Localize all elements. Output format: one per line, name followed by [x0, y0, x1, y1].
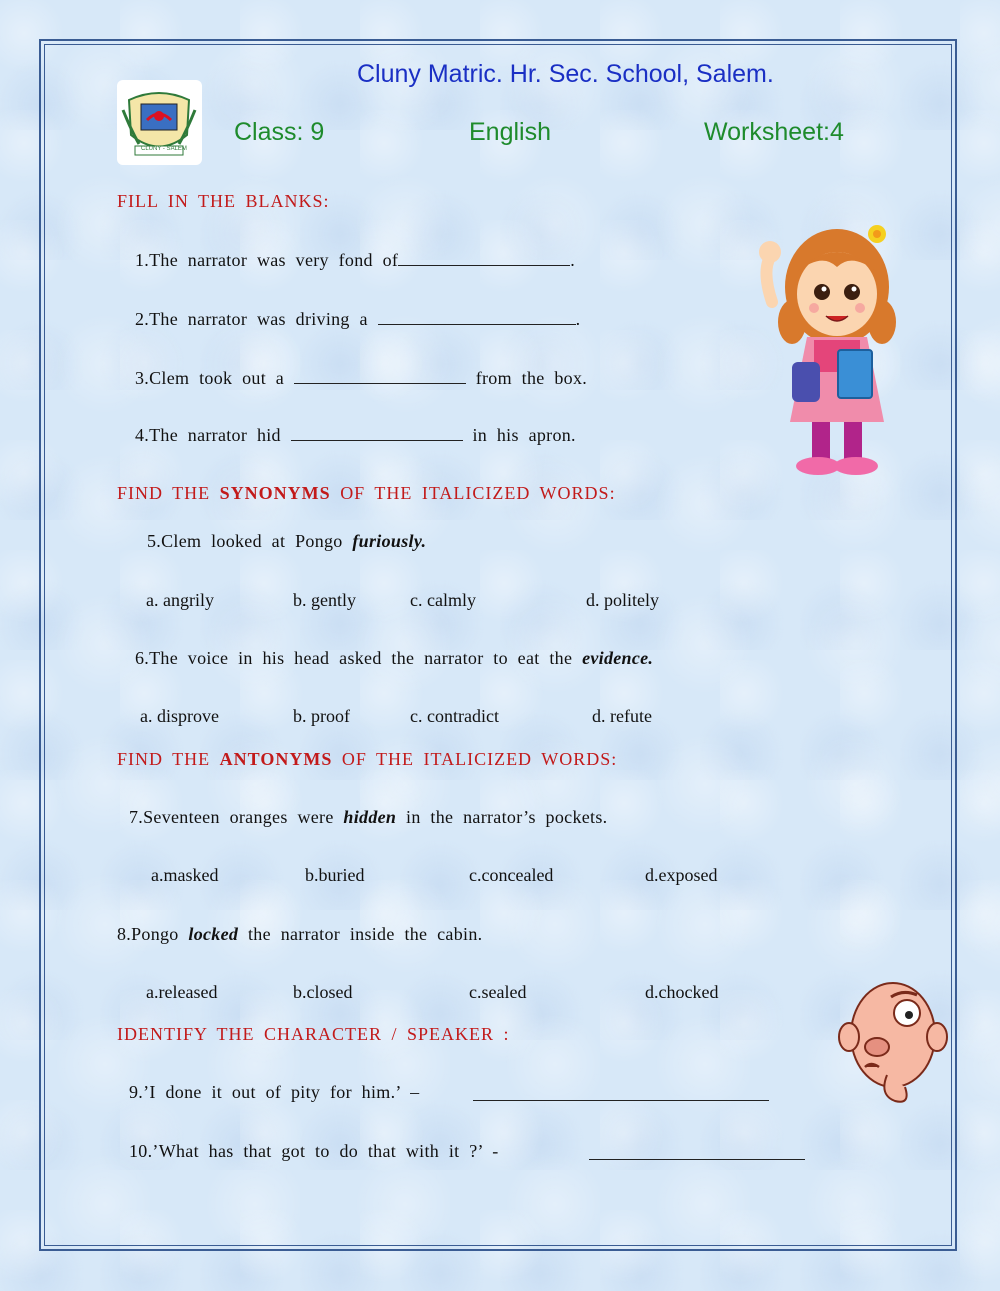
- school-title: Cluny Matric. Hr. Sec. School, Salem.: [357, 60, 774, 88]
- logo-caption: CLUNY - SALEM: [141, 146, 187, 152]
- q5-option-a[interactable]: a. angrily: [146, 590, 214, 610]
- question-6-text: 6.The voice in his head asked the narrator to eat the: [135, 648, 583, 668]
- question-10: [129, 1141, 499, 1162]
- q6-option-d[interactable]: d. refute: [592, 706, 652, 726]
- question-1: [135, 249, 575, 271]
- q5-option-d[interactable]: d. politely: [586, 590, 659, 610]
- question-1-text: 1.The narrator was very fond of: [135, 250, 399, 270]
- question-9-text: 9.’I done it out of pity for him.’ –: [129, 1082, 420, 1102]
- question-10-text: 10.’What has that got to do that with it ?’ -: [129, 1141, 499, 1161]
- heading-antonyms-key: ANTONYMS: [219, 749, 333, 769]
- worksheet-label: Worksheet:4: [704, 118, 844, 146]
- q7-option-c[interactable]: c.concealed: [469, 865, 554, 885]
- heading-antonyms-pre: FIND THE: [117, 749, 220, 769]
- heading-synonyms-pre: FIND THE: [117, 483, 220, 503]
- confused-face-illustration: [835, 975, 950, 1115]
- question-5-text: 5.Clem looked at Pongo: [147, 531, 353, 551]
- answer-blank-2[interactable]: [378, 308, 576, 325]
- answer-blank-1[interactable]: [398, 249, 570, 266]
- heading-synonyms: [117, 483, 616, 504]
- question-4-text: 4.The narrator hid: [135, 425, 291, 445]
- school-crest-icon: [117, 80, 202, 165]
- heading-fill-blanks: FILL IN THE BLANKS:: [117, 191, 330, 211]
- heading-synonyms-key: SYNONYMS: [219, 483, 331, 503]
- q5-option-b[interactable]: b. gently: [293, 590, 356, 610]
- question-6-word: evidence.: [582, 648, 654, 668]
- q6-option-c[interactable]: c. contradict: [410, 706, 499, 726]
- question-3-text: 3.Clem took out a: [135, 368, 294, 388]
- school-logo: [117, 80, 202, 165]
- question-2-end: .: [575, 309, 581, 329]
- question-4: [135, 424, 576, 446]
- q8-option-a[interactable]: a.released: [146, 982, 218, 1002]
- question-8-word: locked: [188, 924, 239, 944]
- heading-antonyms-post: OF THE ITALICIZED WORDS:: [332, 749, 618, 769]
- question-5-word: furiously.: [352, 531, 427, 551]
- question-8-text: 8.Pongo: [117, 924, 189, 944]
- question-7: [129, 807, 607, 828]
- answer-blank-10[interactable]: [589, 1143, 805, 1160]
- question-7-end: in the narrator’s pockets.: [396, 807, 608, 827]
- q7-option-a[interactable]: a.masked: [151, 865, 219, 885]
- question-4-end: in his apron.: [462, 425, 576, 445]
- question-8-end: the narrator inside the cabin.: [238, 924, 483, 944]
- question-5: [147, 531, 426, 552]
- question-7-word: hidden: [343, 807, 397, 827]
- question-2: [135, 308, 580, 330]
- answer-blank-4[interactable]: [291, 424, 463, 441]
- answer-blank-3[interactable]: [294, 367, 466, 384]
- question-2-text: 2.The narrator was driving a: [135, 309, 378, 329]
- question-3: [135, 367, 587, 389]
- q8-option-b[interactable]: b.closed: [293, 982, 353, 1002]
- q8-option-c[interactable]: c.sealed: [469, 982, 527, 1002]
- question-9: [129, 1082, 419, 1103]
- subject-label: English: [469, 118, 551, 146]
- q5-option-c[interactable]: c. calmly: [410, 590, 476, 610]
- heading-synonyms-post: OF THE ITALICIZED WORDS:: [330, 483, 616, 503]
- q7-option-d[interactable]: d.exposed: [645, 865, 718, 885]
- heading-identify: IDENTIFY THE CHARACTER / SPEAKER :: [117, 1024, 510, 1044]
- question-3-end: from the box.: [465, 368, 588, 388]
- heading-antonyms: [117, 749, 617, 770]
- question-1-end: .: [570, 250, 576, 270]
- answer-blank-9[interactable]: [473, 1084, 769, 1101]
- question-8: [117, 924, 482, 945]
- q7-option-b[interactable]: b.buried: [305, 865, 365, 885]
- girl-illustration: [752, 212, 922, 480]
- q6-option-b[interactable]: b. proof: [293, 706, 350, 726]
- question-7-text: 7.Seventeen oranges were: [129, 807, 344, 827]
- q8-option-d[interactable]: d.chocked: [645, 982, 719, 1002]
- question-6: [135, 648, 653, 669]
- q6-option-a[interactable]: a. disprove: [140, 706, 219, 726]
- class-label: Class: 9: [234, 118, 325, 146]
